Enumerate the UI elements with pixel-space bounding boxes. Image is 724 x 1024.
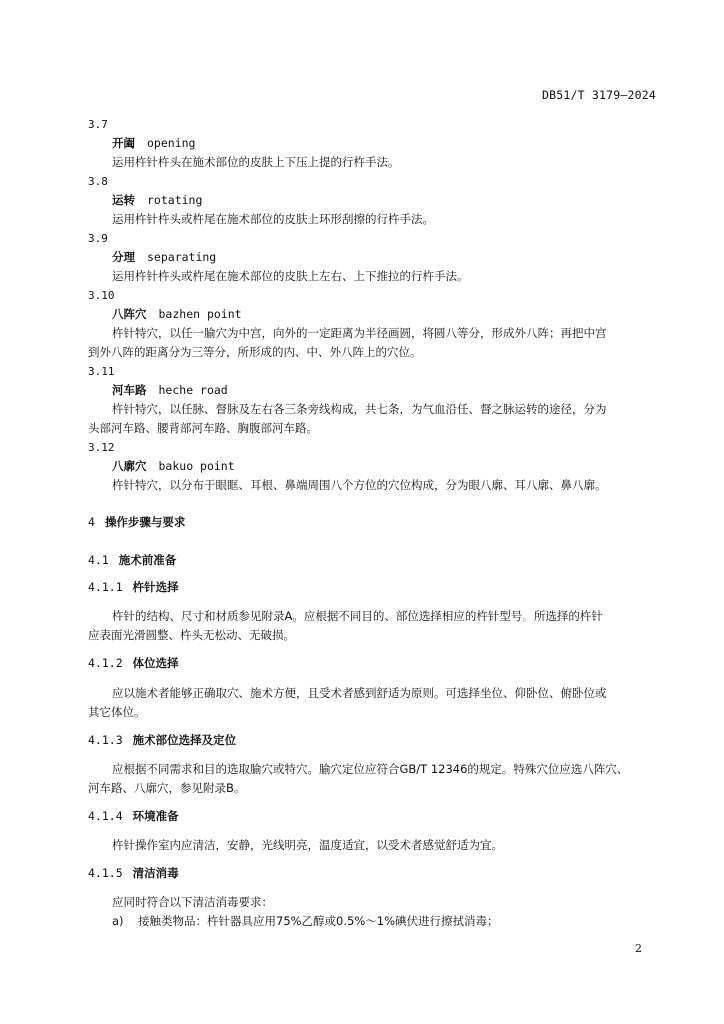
- paragraph-text: 所选择的杵针: [533, 609, 603, 623]
- term-definition-cont: 头部河车路、腰背部河车路、胸腹部河车路。: [88, 421, 318, 435]
- term-number: 3.9: [88, 232, 108, 245]
- subsection-heading: [88, 654, 179, 673]
- section-number: 4.1.4: [88, 809, 123, 823]
- section-title: 施术前准备: [118, 553, 177, 567]
- term-title: [112, 381, 228, 400]
- paragraph: 杵针操作室内应清洁，安静，光线明亮，温度适宜，以受术者感觉舒适为宜。: [112, 838, 503, 852]
- section-number: 4.1.1: [88, 580, 123, 594]
- term-number: 3.8: [88, 175, 108, 188]
- subsection-heading: [88, 578, 179, 597]
- term-cn: 八阵穴: [112, 307, 147, 321]
- term-cn: 河车路: [112, 383, 147, 397]
- term-number: 3.7: [88, 118, 108, 131]
- term-definition: 杵针特穴，以任脉、督脉及左右各三条旁线构成，共七条，为气血沿任、督之脉运转的途径，分为: [112, 402, 607, 416]
- paragraph: [112, 607, 603, 626]
- term-definition-cont: 到外八阵的距离分为三等分，所形成的内、中、外八阵上的穴位。: [88, 345, 422, 359]
- paragraph-text: 杵针的结构、尺寸和材质参见附录A。应根据不同目的、部位选择相应的杵针型号: [112, 609, 523, 623]
- paragraph: 应根据不同需求和目的选取腧穴或特穴。腧穴定位应符合GB/T 12346的规定。特殊穴位应选八阵穴、: [112, 762, 629, 776]
- term-en: rotating: [147, 193, 203, 207]
- list-item: [112, 912, 499, 931]
- term-definition: 杵针特穴，以任一腧穴为中宫，向外的一定距离为半径画圆，将圆八等分，形成外八阵；再把中宫: [112, 326, 607, 340]
- section-title: 环境准备: [132, 809, 179, 823]
- term-en: bazhen point: [158, 307, 242, 321]
- term-title: [112, 191, 202, 210]
- term-en: bakuo point: [158, 459, 235, 473]
- section-heading: [88, 513, 185, 532]
- stray-period: 。: [522, 609, 534, 623]
- subsection-heading: [88, 864, 179, 883]
- subsection-heading: [88, 807, 179, 826]
- section-title: 操作步骤与要求: [104, 515, 186, 529]
- list-item-text: 接触类物品：杵针器具应用75%乙醇或0.5%～1%碘伏进行擦拭消毒；: [138, 914, 499, 928]
- term-cn: 分理: [112, 250, 135, 264]
- term-number: 3.10: [88, 289, 115, 302]
- term-title: [112, 305, 242, 324]
- section-title: 体位选择: [132, 656, 179, 670]
- term-definition: 运用杵针杵头或杵尾在施术部位的皮肤上左右、上下推拉的行杵手法。: [112, 269, 469, 283]
- term-definition: 运用杵针杵头或杵尾在施术部位的皮肤上环形刮擦的行杵手法。: [112, 212, 434, 226]
- term-en: separating: [147, 250, 217, 264]
- subsection-heading: [88, 551, 176, 570]
- term-cn: 八廓穴: [112, 459, 147, 473]
- document-code: DB51/T 3179—2024: [542, 88, 656, 102]
- paragraph-cont: 应表面光滑圆整、杵头无松动、无破损。: [88, 628, 295, 642]
- section-number: 4.1: [88, 553, 109, 567]
- term-en: heche road: [158, 383, 228, 397]
- page-number: 2: [635, 942, 642, 955]
- paragraph: 应同时符合以下清洁消毒要求：: [112, 895, 273, 909]
- section-number: 4.1.5: [88, 866, 123, 880]
- term-cn: 运转: [112, 193, 135, 207]
- term-en: opening: [147, 136, 196, 150]
- section-number: 4: [88, 515, 95, 529]
- term-definition: 杵针特穴，以分布于眼眶、耳根、鼻端周围八个方位的穴位构成，分为眼八廓、耳八廓、鼻八廓。: [112, 478, 607, 492]
- term-title: [112, 134, 195, 153]
- term-definition: 运用杵针杵头在施术部位的皮肤上下压上提的行杵手法。: [112, 155, 400, 169]
- term-number: 3.11: [88, 365, 115, 378]
- list-marker: a): [112, 914, 124, 928]
- term-number: 3.12: [88, 441, 115, 454]
- term-cn: 开阖: [112, 136, 135, 150]
- section-number: 4.1.2: [88, 656, 123, 670]
- subsection-heading: [88, 731, 236, 750]
- term-title: [112, 457, 235, 476]
- section-title: 清洁消毒: [132, 866, 179, 880]
- paragraph-cont: 河车路、八廓穴，参见附录B。: [88, 781, 246, 795]
- section-title: 施术部位选择及定位: [132, 733, 237, 747]
- section-number: 4.1.3: [88, 733, 123, 747]
- section-title: 杵针选择: [132, 580, 179, 594]
- paragraph: 应以施术者能够正确取穴、施术方便，且受术者感到舒适为原则。可选择坐位、仰卧位、俯卧位或: [112, 686, 607, 700]
- term-title: [112, 248, 216, 267]
- paragraph-cont: 其它体位。: [88, 705, 146, 719]
